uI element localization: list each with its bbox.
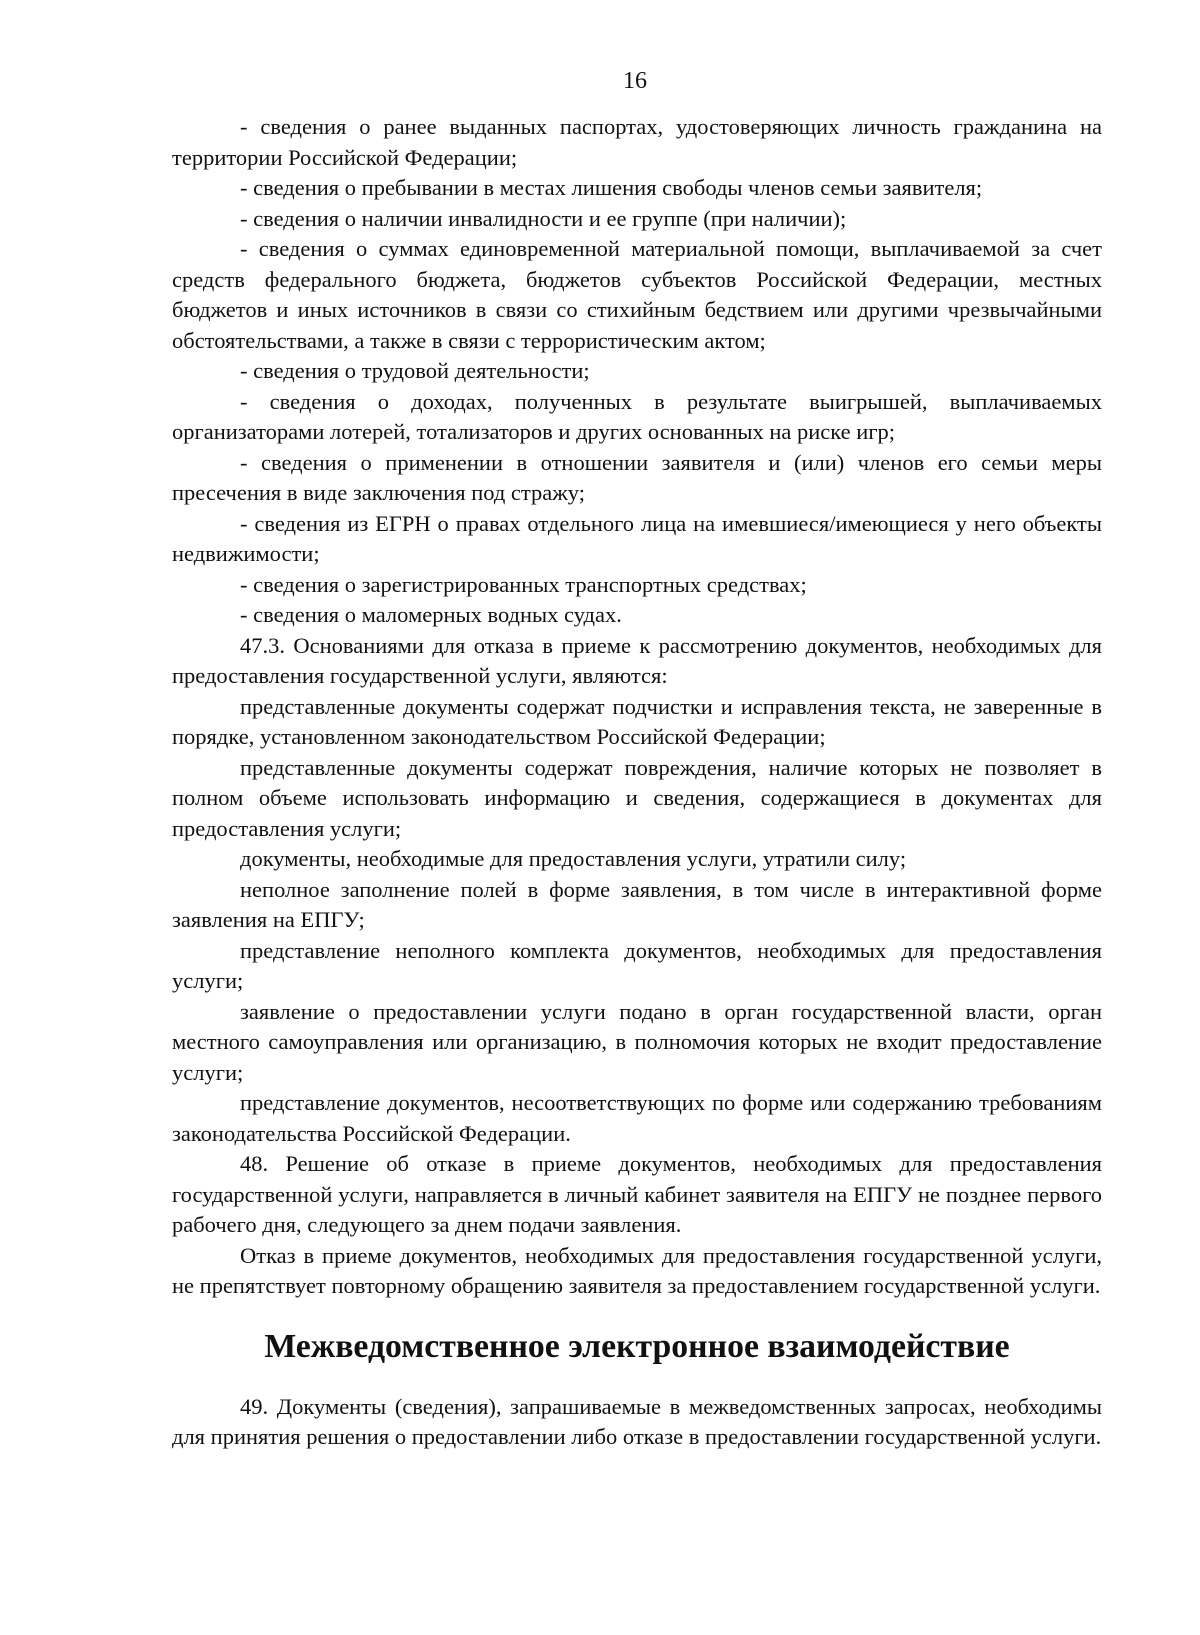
paragraph: представление документов, несоответствующих по форме или содержанию требованиям законодательства Российской Федерации. xyxy=(172,1090,1102,1146)
paragraph: - сведения о суммах единовременной материальной помощи, выплачиваемой за счет средств федерального бюджета, бюджетов субъектов Российской Федерации, местных бюджетов и иных источников в связи со стихийным бедствием или другими чрезвычайными обстоятельствами, а также в связи с террористическим актом; xyxy=(172,236,1102,353)
document-body xyxy=(172,112,1102,1453)
closing-paragraph: 49. Документы (сведения), запрашиваемые в межведомственных запросах, необходимы для принятия решения о предоставлении либо отказе в предоставлении государственной услуги. xyxy=(172,1393,1102,1449)
paragraph: - сведения о ранее выданных паспортах, удостоверяющих личность гражданина на территории Российской Федерации; xyxy=(172,114,1102,170)
paragraph: представленные документы содержат повреждения, наличие которых не позволяет в полном объеме использовать информацию и сведения, содержащиеся в документах для предоставления услуги; xyxy=(172,754,1102,841)
paragraph: - сведения о трудовой деятельности; xyxy=(240,358,590,383)
paragraph: - сведения о наличии инвалидности и ее группе (при наличии); xyxy=(240,205,847,231)
paragraph: - сведения о применении в отношении заявителя и (или) членов его семьи меры пресечения в виде заключения под стражу; xyxy=(172,449,1102,505)
paragraph: 48. Решение об отказе в приеме документов, необходимых для предоставления государственной услуги, направляется в личный кабинет заявителя на ЕПГУ не позднее первого рабочего дня, следующего за днем подачи заявления. xyxy=(172,1151,1102,1237)
paragraph: - сведения о маломерных водных судах. xyxy=(240,602,622,627)
paragraph: представление неполного комплекта документов, необходимых для предоставления услуги; xyxy=(172,937,1102,993)
paragraph: неполное заполнение полей в форме заявления, в том числе в интерактивной форме заявления на ЕПГУ; xyxy=(172,876,1102,932)
paragraph: - сведения из ЕГРН о правах отдельного лица на имевшиеся/имеющиеся у него объекты недвижимости; xyxy=(172,510,1102,566)
paragraph: - сведения о пребывании в местах лишения свободы членов семьи заявителя; xyxy=(240,175,983,200)
paragraph: 47.3. Основаниями для отказа в приеме к рассмотрению документов, необходимых для предоставления государственной услуги, являются: xyxy=(172,632,1102,688)
paragraph: документы, необходимые для предоставления услуги, утратили силу; xyxy=(240,846,907,871)
paragraph: заявление о предоставлении услуги подано в орган государственной власти, орган местного самоуправления или организацию, в полномочия которых не входит предоставление услуги; xyxy=(172,998,1102,1085)
section-heading: Межведомственное электронное взаимодействие xyxy=(264,1327,1010,1365)
paragraph: Отказ в приеме документов, необходимых для предоставления государственной услуги, не препятствует повторному обращению заявителя за предоставлением государственной услуги. xyxy=(172,1242,1102,1298)
page-number: 16 xyxy=(623,68,647,94)
paragraph: - сведения о доходах, полученных в результате выигрышей, выплачиваемых организаторами лотерей, тотализаторов и других основанных на риске игр; xyxy=(172,388,1102,444)
paragraph: представленные документы содержат подчистки и исправления текста, не заверенные в порядке, установленном законодательством Российской Федерации; xyxy=(172,693,1102,749)
paragraph: - сведения о зарегистрированных транспортных средствах; xyxy=(240,571,807,597)
